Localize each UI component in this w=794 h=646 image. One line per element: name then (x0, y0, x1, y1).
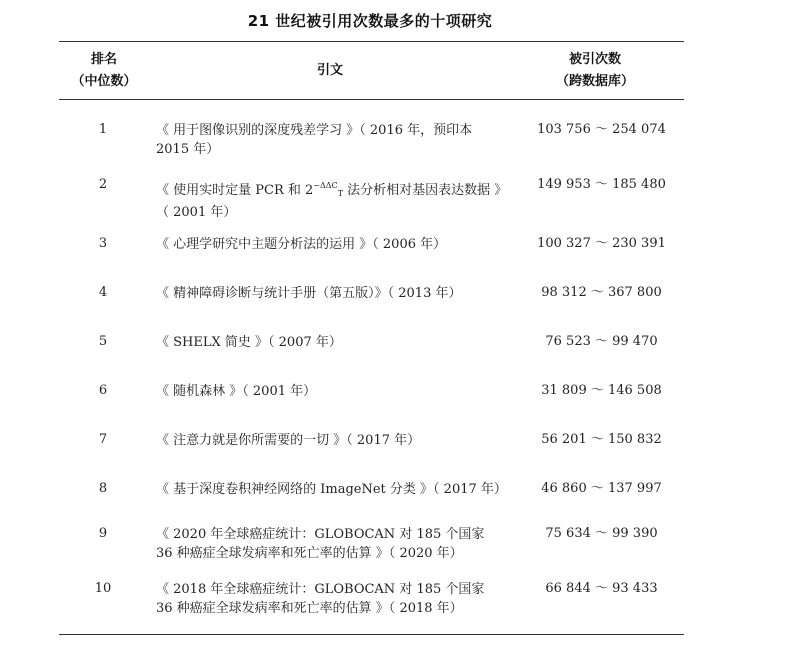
header-rank-label: 排名 (90, 52, 117, 67)
rank-cell: 3 (98, 236, 108, 251)
count-cell: 103 756 ～ 254 074 (537, 122, 666, 137)
table-row (59, 235, 684, 281)
table-row (59, 382, 684, 428)
header-count (520, 49, 670, 93)
citation-text-cont: 法分析相对基因表达数据 》（ 2001 年） (156, 183, 501, 220)
table-row (59, 431, 684, 477)
citation-cell: 《 用于图像识别的深度残差学习 》（ 2016 年，预印本 2015 年） (156, 123, 473, 157)
count-cell: 100 327 ～ 230 391 (537, 236, 666, 251)
rank-cell: 7 (98, 432, 108, 447)
rank-cell: 1 (98, 122, 108, 137)
table-row (59, 480, 684, 526)
table-title: 21 世纪被引用次数最多的十项研究 (247, 12, 493, 30)
citation-cell: 《 注意力就是你所需要的一切 》（ 2017 年） (156, 433, 421, 448)
citation-cell: 《 2018 年全球癌症统计：GLOBOCAN 对 185 个国家 36 种癌症全球发病率和死亡率的估算 》（ 2018 年） (156, 582, 485, 616)
table-row (59, 121, 684, 167)
header-rank (63, 49, 145, 93)
header-rank-sublabel: （中位数） (71, 74, 137, 89)
citation-cell: 《 心理学研究中主题分析法的运用 》（ 2006 年） (156, 237, 447, 252)
rank-cell: 8 (98, 481, 108, 496)
table-row (59, 176, 684, 222)
count-cell: 56 201 ～ 150 832 (541, 432, 662, 447)
count-cell: 149 953 ～ 185 480 (537, 177, 666, 192)
table-bottom-rule (59, 634, 684, 635)
rank-cell: 9 (98, 526, 108, 541)
header-count-sublabel: （跨数据库） (555, 74, 634, 89)
table-row (59, 525, 684, 571)
table-header-rule (59, 99, 684, 100)
citation-cell: 《 基于深度卷积神经网络的 ImageNet 分类 》（ 2017 年） (156, 482, 507, 497)
table-top-rule (59, 41, 684, 42)
count-cell: 31 809 ～ 146 508 (541, 383, 662, 398)
count-cell: 76 523 ～ 99 470 (545, 334, 658, 349)
rank-cell: 5 (98, 334, 108, 349)
citation-text: 《 使用实时定量 PCR 和 2 (156, 183, 314, 198)
rank-cell: 6 (98, 383, 108, 398)
citation-subscript: T (337, 189, 344, 198)
citation-cell (156, 176, 501, 222)
table-row (59, 284, 684, 330)
table-row (59, 333, 684, 379)
table-row (59, 580, 684, 626)
citation-superscript: −ΔΔC (313, 181, 338, 190)
count-cell: 66 844 ～ 93 433 (545, 581, 658, 596)
citation-cell: 《 2020 年全球癌症统计：GLOBOCAN 对 185 个国家 36 种癌症全球发病率和死亡率的估算 》（ 2020 年） (156, 527, 485, 561)
citation-cell: 《 精神障碍诊断与统计手册（第五版）》（ 2013 年） (156, 286, 462, 301)
header-count-label: 被引次数 (568, 52, 621, 67)
citation-cell: 《 随机森林 》（ 2001 年） (156, 384, 317, 399)
citation-cell: 《 SHELX 简史 》（ 2007 年） (156, 335, 342, 350)
count-cell: 75 634 ～ 99 390 (545, 526, 658, 541)
header-citation: 引文 (316, 63, 343, 78)
count-cell: 46 860 ～ 137 997 (541, 481, 662, 496)
rank-cell: 4 (98, 285, 108, 300)
count-cell: 98 312 ～ 367 800 (541, 285, 662, 300)
rank-cell: 10 (94, 581, 112, 596)
rank-cell: 2 (98, 177, 108, 192)
